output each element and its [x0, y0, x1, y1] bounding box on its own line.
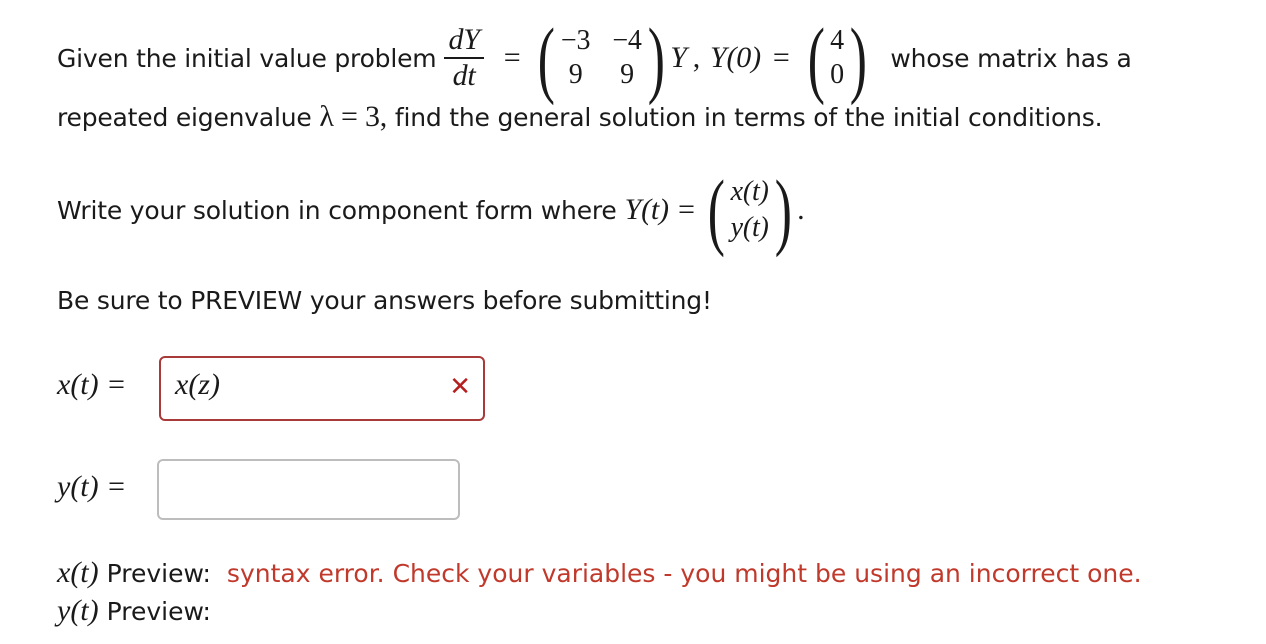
- y-preview-label: y(t): [57, 594, 99, 627]
- matrix-cell: 9: [620, 59, 634, 90]
- coefficient-matrix: [561, 25, 642, 91]
- problem-tail: whose matrix has a: [890, 43, 1132, 73]
- component-x: x(t): [730, 176, 769, 207]
- vector-cell: 0: [830, 59, 844, 90]
- comma: ,: [692, 41, 700, 74]
- x-preview-word: Preview:: [106, 559, 211, 588]
- left-paren-3: (: [707, 162, 725, 258]
- lambda-expression: λ = 3,: [319, 100, 388, 133]
- error-x-icon: ✕: [449, 372, 471, 402]
- equals-sign-2: =: [772, 41, 790, 74]
- yt-expression: Y(t) =: [624, 193, 697, 226]
- y-vector-symbol: Y: [670, 41, 687, 74]
- component-y: y(t): [730, 212, 769, 243]
- period: .: [797, 193, 805, 226]
- y-preview-line: [57, 594, 211, 628]
- derivative-numerator: dY: [448, 23, 480, 56]
- x-preview-label: x(t): [57, 556, 99, 589]
- x-preview-error: syntax error. Check your variables - you might be using an incorrect one.: [226, 559, 1142, 588]
- initial-vector: [830, 25, 844, 91]
- left-paren: (: [538, 10, 556, 106]
- matrix-cell: −3: [560, 25, 591, 56]
- component-form-text: Write your solution in component form where: [57, 195, 617, 225]
- derivative-fraction: [444, 23, 483, 93]
- right-paren-3: ): [774, 162, 792, 258]
- left-paren-2: (: [807, 10, 825, 106]
- right-paren: ): [647, 10, 665, 106]
- equals-sign: =: [503, 41, 521, 74]
- x-answer-value: x(z): [175, 368, 220, 401]
- component-vector: [731, 176, 769, 244]
- y-preview-word: Preview:: [106, 597, 211, 626]
- y-answer-label: y(t) =: [57, 470, 127, 503]
- matrix-cell: 9: [568, 59, 583, 90]
- component-form-line: [57, 162, 804, 258]
- derivative-denominator: dt: [452, 59, 476, 92]
- line2-prefix: repeated eigenvalue: [57, 103, 312, 132]
- y0-symbol: Y(0): [710, 41, 761, 74]
- problem-intro: Given the initial value problem: [57, 43, 437, 73]
- y-answer-input[interactable]: [157, 459, 460, 520]
- line2-suffix: find the general solution in terms of the initial conditions.: [394, 103, 1103, 132]
- matrix-cell: −4: [612, 25, 642, 56]
- preview-instruction: Be sure to PREVIEW your answers before submitting!: [57, 286, 712, 315]
- x-preview-line: [57, 556, 1142, 590]
- problem-line-1: [57, 8, 1132, 108]
- vector-cell: 4: [830, 25, 844, 56]
- x-answer-label: x(t) =: [57, 368, 127, 401]
- right-paren-2: ): [849, 10, 867, 106]
- x-answer-input[interactable]: [159, 356, 485, 421]
- problem-line-2: [57, 100, 1102, 134]
